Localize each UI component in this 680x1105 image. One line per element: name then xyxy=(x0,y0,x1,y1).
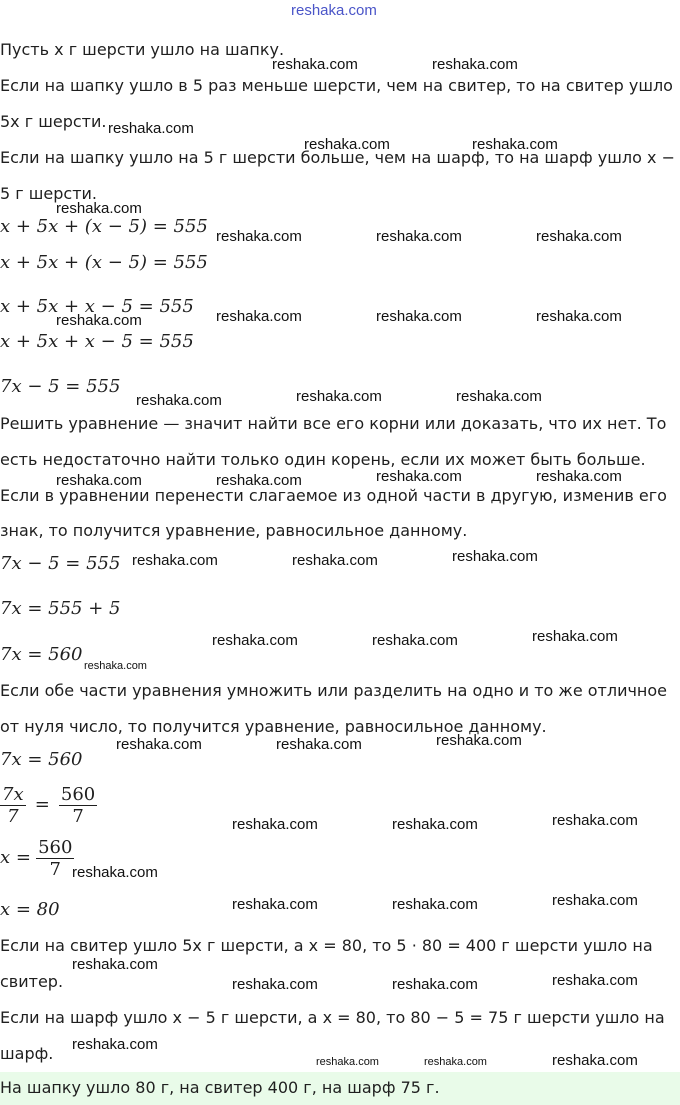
watermark: reshaka.com xyxy=(304,136,390,153)
equation-6: 7x − 5 = 555 xyxy=(0,553,121,574)
watermark: reshaka.com xyxy=(56,472,142,489)
equation-5: 7x − 5 = 555 xyxy=(0,376,121,397)
watermark: reshaka.com xyxy=(552,812,638,829)
watermark: reshaka.com xyxy=(216,308,302,325)
watermark: reshaka.com xyxy=(72,956,158,973)
text-line-4: Если на шапку ушло на 5 г шерсти больше, чем на шарф, то на шарф ушло x − xyxy=(0,148,675,167)
equation-2: x + 5x + (x − 5) = 555 xyxy=(0,252,208,273)
watermark: reshaka.com xyxy=(296,388,382,405)
text-line-10: Если обе части уравнения умножить или разделить на одно и то же отличное xyxy=(0,681,668,700)
equation-7: 7x = 555 + 5 xyxy=(0,598,121,619)
equation-4: x + 5x + x − 5 = 555 xyxy=(0,331,194,352)
watermark: reshaka.com xyxy=(212,632,298,649)
watermark: reshaka.com xyxy=(132,552,218,569)
watermark: reshaka.com xyxy=(108,120,194,137)
text-line-15: шарф. xyxy=(0,1044,54,1063)
text-line-8: Если в уравнении перенести слагаемое из одной части в другую, изменив его xyxy=(0,486,667,505)
watermark: reshaka.com xyxy=(536,468,622,485)
text-line-2: Если на шапку ушло в 5 раз меньше шерсти, чем на свитер, то на свитер ушло xyxy=(0,76,673,95)
watermark: reshaka.com xyxy=(392,816,478,833)
watermark: reshaka.com xyxy=(316,1056,379,1068)
watermark: reshaka.com xyxy=(216,228,302,245)
watermark: reshaka.com xyxy=(116,736,202,753)
watermark: reshaka.com xyxy=(84,660,147,672)
fraction-equation-2: x = $\frac{560}{7}$ xyxy=(0,837,73,880)
watermark: reshaka.com xyxy=(424,1056,487,1068)
fraction-equation-1: $\frac{7x}{7}$ = $\frac{560}{7}$ xyxy=(2,784,96,827)
watermark: reshaka.com xyxy=(376,308,462,325)
watermark: reshaka.com xyxy=(56,312,142,329)
text-line-9: знак, то получится уравнение, равносильное данному. xyxy=(0,521,468,540)
watermark: reshaka.com xyxy=(536,308,622,325)
equation-1: x + 5x + (x − 5) = 555 xyxy=(0,216,208,237)
watermark: reshaka.com xyxy=(456,388,542,405)
watermark: reshaka.com xyxy=(376,228,462,245)
watermark: reshaka.com xyxy=(472,136,558,153)
fraction-result: $\frac{560}{7}$ xyxy=(38,837,73,880)
watermark: reshaka.com xyxy=(532,628,618,645)
text-line-6: Решить уравнение — значит найти все его корни или доказать, что их нет. То xyxy=(0,414,667,433)
equation-10: x = 80 xyxy=(0,899,60,920)
answer-text: На шапку ушло 80 г, на свитер 400 г, на шарф 75 г. xyxy=(0,1078,440,1097)
watermark: reshaka.com xyxy=(56,200,142,217)
watermark: reshaka.com xyxy=(276,736,362,753)
watermark: reshaka.com xyxy=(272,56,358,73)
fraction-right: $\frac{560}{7}$ xyxy=(60,784,96,827)
text-line-14: Если на шарф ушло x − 5 г шерсти, а x = 80, то 80 − 5 = 75 г шерсти ушло на xyxy=(0,1008,665,1027)
text-line-11: от нуля число, то получится уравнение, равносильное данному. xyxy=(0,717,547,736)
equation-8: 7x = 560 xyxy=(0,644,83,665)
watermark: reshaka.com xyxy=(536,228,622,245)
watermark: reshaka.com xyxy=(372,632,458,649)
watermark: reshaka.com xyxy=(232,816,318,833)
watermark: reshaka.com xyxy=(552,1052,638,1069)
watermark: reshaka.com xyxy=(552,972,638,989)
watermark: reshaka.com xyxy=(216,472,302,489)
watermark: reshaka.com xyxy=(292,552,378,569)
text-line-5: 5 г шерсти. xyxy=(0,184,97,203)
text-line-7: есть недостаточно найти только один корень, если их может быть больше. xyxy=(0,450,646,469)
watermark: reshaka.com xyxy=(72,1036,158,1053)
watermark: reshaka.com xyxy=(136,392,222,409)
watermark: reshaka.com xyxy=(376,468,462,485)
watermark: reshaka.com xyxy=(392,896,478,913)
watermark: reshaka.com xyxy=(436,732,522,749)
watermark: reshaka.com xyxy=(452,548,538,565)
text-line-12: Если на свитер ушло 5x г шерсти, а x = 80, то 5 · 80 = 400 г шерсти ушло на xyxy=(0,936,653,955)
site-link[interactable]: reshaka.com xyxy=(291,2,377,19)
text-line-13: свитер. xyxy=(0,972,64,991)
watermark: reshaka.com xyxy=(392,976,478,993)
text-line-1: Пусть x г шерсти ушло на шапку. xyxy=(0,40,285,59)
equation-3: x + 5x + x − 5 = 555 xyxy=(0,296,194,317)
watermark: reshaka.com xyxy=(232,896,318,913)
fraction-left: $\frac{7x}{7}$ xyxy=(2,784,24,827)
text-line-3: 5x г шерсти. xyxy=(0,112,107,131)
equation-9: 7x = 560 xyxy=(0,749,83,770)
watermark: reshaka.com xyxy=(232,976,318,993)
watermark: reshaka.com xyxy=(552,892,638,909)
watermark: reshaka.com xyxy=(72,864,158,881)
watermark: reshaka.com xyxy=(432,56,518,73)
answer-box xyxy=(0,1072,680,1105)
